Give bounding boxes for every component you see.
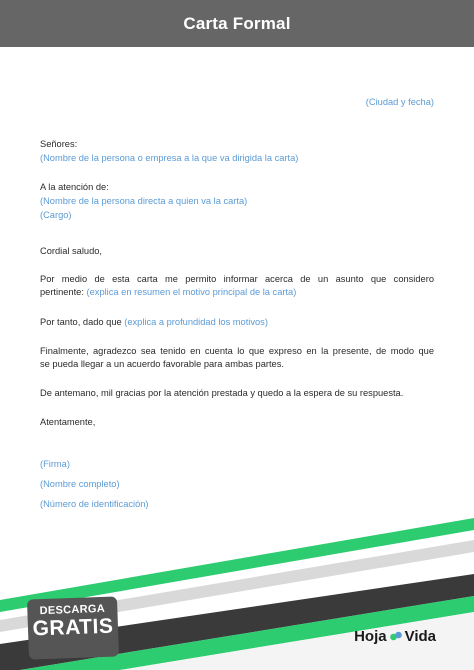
paragraph-1-placeholder: (explica en resumen el motivo principal de la carta) xyxy=(86,287,297,297)
salutation: Cordial saludo, xyxy=(40,246,103,256)
paragraph-3-line-1: Finalmente, agradezco sea tenido en cuenta lo que expreso en la presente, de modo que xyxy=(40,346,434,356)
closing: Atentamente, xyxy=(40,417,96,427)
paragraph-2-text: Por tanto, dado que xyxy=(40,317,125,327)
hoja-de-vida-logo xyxy=(354,626,436,646)
badge-line-1: DESCARGA xyxy=(39,602,106,618)
attention-name-placeholder: (Nombre de la persona directa a quien va la carta) xyxy=(40,196,248,206)
paragraph-2-placeholder: (explica a profundidad los motivos) xyxy=(124,317,268,327)
paragraph-1-line-1: Por medio de esta carta me permito informar acerca de un asunto que considero xyxy=(40,274,434,284)
full-name-placeholder: (Nombre completo) xyxy=(40,479,120,489)
attention-label: A la atención de: xyxy=(40,182,109,192)
date-placeholder: (Ciudad y fecha) xyxy=(365,97,434,107)
signature-placeholder: (Firma) xyxy=(40,459,70,469)
recipient-placeholder: (Nombre de la persona o empresa a la que va dirigida la carta) xyxy=(40,153,299,163)
logo-word-2: Vida xyxy=(404,627,436,645)
logo-drops-icon xyxy=(389,629,403,643)
page-title: Carta Formal xyxy=(183,13,291,33)
badge-line-2: GRATIS xyxy=(32,614,114,641)
paragraph-4: De antemano, mil gracias por la atención prestada y quedo a la espera de su respuesta. xyxy=(40,388,404,398)
logo-word-1: Hoja xyxy=(354,627,387,645)
download-badge[interactable] xyxy=(27,596,119,659)
greeting-to: Señores: xyxy=(40,139,78,149)
attention-role-placeholder: (Cargo) xyxy=(40,210,72,220)
id-number-placeholder: (Número de identificación) xyxy=(40,499,149,509)
paragraph-1-line-2-text: pertinente: xyxy=(40,287,87,297)
paragraph-3-line-2: se pueda llegar a un acuerdo favorable para ambas partes. xyxy=(40,359,284,369)
